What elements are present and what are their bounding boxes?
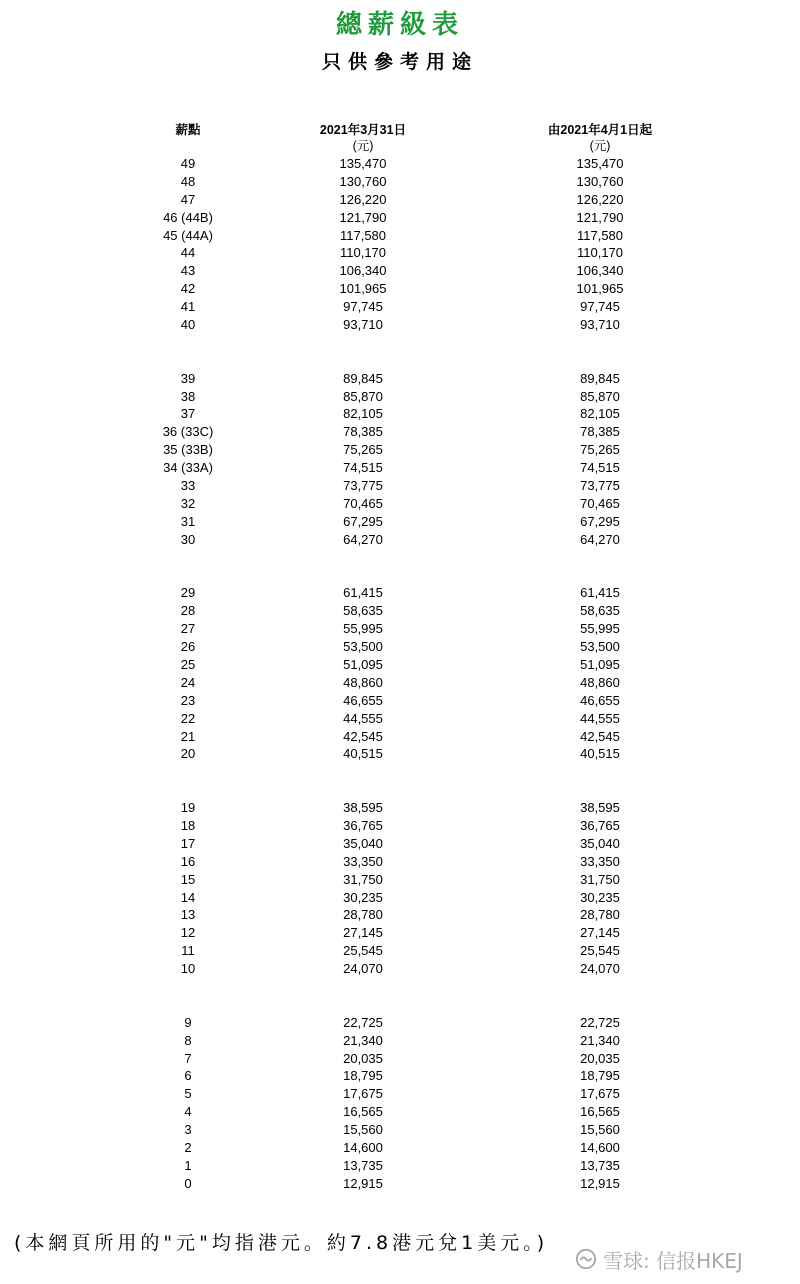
new-salary-cell: 16,565 <box>580 1104 620 1120</box>
old-salary-cell: 36,765 <box>343 818 383 833</box>
old-salary-cell: 14,600 <box>343 1140 383 1156</box>
table-row <box>0 1139 800 1157</box>
table-row <box>0 495 800 513</box>
old-salary-cell: 35,040 <box>343 835 383 851</box>
salary-point-cell: 36 (33C) <box>162 424 214 440</box>
old-salary-cell: 44,555 <box>343 710 383 726</box>
header-old-salary <box>300 122 426 154</box>
new-salary-cell: 25,545 <box>580 943 620 959</box>
new-salary-cell: 46,655 <box>580 692 620 708</box>
new-salary-cell: 21,340 <box>580 1032 620 1048</box>
old-salary-cell: 15,560 <box>343 1122 383 1138</box>
new-salary-cell: 51,095 <box>580 656 620 672</box>
table-row <box>0 906 800 924</box>
new-salary-cell: 44,555 <box>580 710 620 726</box>
new-salary-cell: 101,965 <box>576 281 624 297</box>
old-salary-cell: 18,795 <box>343 1068 383 1084</box>
old-salary-cell: 89,845 <box>343 370 383 386</box>
new-salary-cell: 20,035 <box>580 1050 620 1066</box>
old-salary-cell: 48,860 <box>343 674 383 690</box>
table-row <box>0 441 800 459</box>
old-salary-cell: 121,790 <box>339 209 387 225</box>
salary-point-cell: 11 <box>181 943 195 959</box>
salary-point-cell: 21 <box>180 728 196 744</box>
old-salary-cell: 75,265 <box>343 442 383 458</box>
table-row <box>0 459 800 477</box>
salary-point-cell: 26 <box>180 639 196 655</box>
new-salary-cell: 93,710 <box>580 317 620 333</box>
table-row <box>0 674 800 692</box>
new-salary-cell: 126,220 <box>576 191 624 207</box>
new-salary-cell: 15,560 <box>580 1122 620 1138</box>
table-row <box>0 477 800 495</box>
old-salary-cell: 27,145 <box>343 925 383 941</box>
new-salary-cell: 36,765 <box>580 818 620 833</box>
old-salary-cell: 24,070 <box>343 961 383 977</box>
new-salary-cell: 75,265 <box>580 442 620 458</box>
watermark <box>575 1243 743 1275</box>
table-row <box>0 728 800 746</box>
table-row <box>0 227 800 245</box>
new-salary-cell: 55,995 <box>580 621 620 637</box>
new-salary-cell: 58,635 <box>580 603 620 619</box>
table-row <box>0 871 800 889</box>
new-salary-cell: 53,500 <box>580 639 620 655</box>
salary-point-cell: 22 <box>180 710 196 726</box>
old-salary-cell: 73,775 <box>343 478 383 494</box>
salary-point-cell: 42 <box>180 281 196 297</box>
new-salary-cell: 35,040 <box>580 835 620 851</box>
page-subtitle: 只供參考用途 <box>321 51 478 73</box>
header-new-salary <box>520 122 680 154</box>
old-salary-cell: 97,745 <box>343 299 383 315</box>
salary-point-cell: 30 <box>180 531 196 547</box>
table-row <box>0 942 800 960</box>
new-salary-cell: 33,350 <box>580 853 620 869</box>
old-salary-cell: 17,675 <box>343 1086 383 1102</box>
salary-point-cell: 33 <box>180 478 196 494</box>
salary-point-cell: 31 <box>180 513 196 529</box>
old-salary-cell: 42,545 <box>343 728 383 744</box>
old-salary-cell: 85,870 <box>343 388 383 404</box>
new-salary-cell: 130,760 <box>576 173 624 189</box>
page-title: 總薪級表 <box>335 10 464 40</box>
salary-point-cell: 47 <box>180 191 196 207</box>
old-salary-cell: 101,965 <box>339 281 387 297</box>
watermark-text: 雪球: 信报HKEJ <box>603 1248 743 1273</box>
table-row <box>0 1157 800 1175</box>
table-row <box>0 602 800 620</box>
old-salary-cell: 106,340 <box>339 263 387 279</box>
salary-point-cell: 7 <box>184 1050 192 1066</box>
table-row <box>0 620 800 638</box>
new-salary-cell: 85,870 <box>580 388 620 404</box>
new-salary-cell: 74,515 <box>580 460 620 476</box>
table-row <box>0 960 800 978</box>
table-row <box>0 853 800 871</box>
old-salary-cell: 70,465 <box>343 495 383 511</box>
salary-point-cell: 13 <box>180 907 196 923</box>
old-salary-cell: 28,780 <box>343 907 383 923</box>
salary-point-cell: 15 <box>180 871 196 887</box>
salary-point-cell: 0 <box>184 1175 192 1191</box>
old-salary-cell: 110,170 <box>339 245 387 261</box>
table-row <box>0 280 800 298</box>
table-row <box>0 513 800 531</box>
salary-point-cell: 2 <box>184 1140 192 1156</box>
table-row <box>0 924 800 942</box>
new-salary-cell: 64,270 <box>580 531 620 547</box>
new-salary-cell: 106,340 <box>576 263 624 279</box>
table-row <box>0 1067 800 1085</box>
old-salary-cell: 74,515 <box>343 460 383 476</box>
salary-point-cell: 39 <box>180 370 196 386</box>
old-salary-cell: 58,635 <box>343 603 383 619</box>
table-row <box>0 388 800 406</box>
header-new-date: 由2021年4月1日起 <box>547 123 653 137</box>
table-row <box>0 1175 800 1193</box>
table-row <box>0 1085 800 1103</box>
new-salary-cell: 110,170 <box>576 245 624 261</box>
table-row <box>0 244 800 262</box>
old-salary-cell: 126,220 <box>339 191 387 207</box>
new-salary-cell: 89,845 <box>580 370 620 386</box>
table-row <box>0 1032 800 1050</box>
table-row <box>0 745 800 763</box>
new-salary-cell: 61,415 <box>580 585 620 601</box>
table-row <box>0 370 800 388</box>
salary-point-cell: 32 <box>180 495 196 511</box>
group-spacer <box>0 763 800 799</box>
table-row <box>0 835 800 853</box>
old-salary-cell: 30,235 <box>343 889 383 905</box>
old-salary-cell: 93,710 <box>343 317 383 333</box>
new-salary-cell: 17,675 <box>580 1086 620 1102</box>
old-salary-cell: 53,500 <box>343 639 383 655</box>
old-salary-cell: 25,545 <box>343 943 383 959</box>
salary-point-cell: 43 <box>180 263 196 279</box>
salary-point-cell: 40 <box>180 317 196 333</box>
old-salary-cell: 51,095 <box>343 656 383 672</box>
salary-point-cell: 38 <box>180 388 196 404</box>
table-row <box>0 191 800 209</box>
new-salary-cell: 24,070 <box>580 961 620 977</box>
salary-point-cell: 8 <box>184 1032 192 1048</box>
salary-point-cell: 12 <box>180 925 196 941</box>
old-salary-cell: 40,515 <box>343 746 383 762</box>
salary-point-cell: 24 <box>180 674 196 690</box>
header-new-unit: (元) <box>589 139 611 153</box>
old-salary-cell: 38,595 <box>343 800 383 816</box>
new-salary-cell: 28,780 <box>580 907 620 923</box>
new-salary-cell: 70,465 <box>580 495 620 511</box>
salary-point-cell: 44 <box>180 245 196 261</box>
table-row <box>0 1103 800 1121</box>
old-salary-cell: 82,105 <box>343 406 383 422</box>
table-row <box>0 423 800 441</box>
salary-point-cell: 37 <box>180 406 196 422</box>
new-salary-cell: 67,295 <box>580 513 620 529</box>
new-salary-cell: 12,915 <box>580 1175 620 1191</box>
salary-table <box>0 155 800 1193</box>
table-row <box>0 1121 800 1139</box>
new-salary-cell: 97,745 <box>580 299 620 315</box>
table-row <box>0 817 800 835</box>
header-salary-point-label: 薪點 <box>175 123 201 137</box>
salary-point-cell: 49 <box>180 156 196 171</box>
old-salary-cell: 78,385 <box>343 424 383 440</box>
old-salary-cell: 46,655 <box>343 692 383 708</box>
table-row <box>0 316 800 334</box>
salary-point-cell: 23 <box>180 692 196 708</box>
old-salary-cell: 130,760 <box>339 173 387 189</box>
new-salary-cell: 73,775 <box>580 478 620 494</box>
header-salary-point <box>140 122 236 138</box>
salary-point-cell: 14 <box>180 889 196 905</box>
new-salary-cell: 18,795 <box>580 1068 620 1084</box>
table-row <box>0 692 800 710</box>
salary-point-cell: 19 <box>180 800 196 816</box>
table-row <box>0 209 800 227</box>
salary-point-cell: 27 <box>180 621 196 637</box>
salary-point-cell: 3 <box>184 1122 192 1138</box>
salary-point-cell: 48 <box>180 173 196 189</box>
table-row <box>0 584 800 602</box>
new-salary-cell: 30,235 <box>580 889 620 905</box>
new-salary-cell: 22,725 <box>580 1014 620 1030</box>
old-salary-cell: 33,350 <box>343 853 383 869</box>
salary-point-cell: 1 <box>184 1157 192 1173</box>
table-row <box>0 531 800 549</box>
table-row <box>0 889 800 907</box>
old-salary-cell: 22,725 <box>343 1014 383 1030</box>
currency-footnote: (本網頁所用的"元"均指港元。約7.8港元兌1美元。) <box>14 1232 549 1254</box>
table-row <box>0 155 800 173</box>
salary-point-cell: 4 <box>184 1104 192 1120</box>
table-row <box>0 638 800 656</box>
group-spacer <box>0 334 800 370</box>
salary-point-cell: 41 <box>180 299 196 315</box>
group-spacer <box>0 549 800 585</box>
new-salary-cell: 13,735 <box>580 1157 620 1173</box>
new-salary-cell: 14,600 <box>580 1140 620 1156</box>
salary-point-cell: 28 <box>180 603 196 619</box>
header-old-date: 2021年3月31日 <box>319 123 407 137</box>
salary-point-cell: 10 <box>180 961 196 977</box>
salary-point-cell: 17 <box>180 835 196 851</box>
table-row <box>0 405 800 423</box>
old-salary-cell: 21,340 <box>343 1032 383 1048</box>
table-row <box>0 656 800 674</box>
salary-point-cell: 6 <box>184 1068 192 1084</box>
new-salary-cell: 48,860 <box>580 674 620 690</box>
new-salary-cell: 117,580 <box>576 227 624 243</box>
old-salary-cell: 20,035 <box>343 1050 383 1066</box>
old-salary-cell: 12,915 <box>343 1175 383 1191</box>
old-salary-cell: 64,270 <box>343 531 383 547</box>
new-salary-cell: 82,105 <box>580 406 620 422</box>
new-salary-cell: 27,145 <box>580 925 620 941</box>
new-salary-cell: 38,595 <box>580 800 620 816</box>
table-row <box>0 298 800 316</box>
salary-point-cell: 34 (33A) <box>163 460 213 476</box>
salary-point-cell: 20 <box>180 746 196 762</box>
new-salary-cell: 31,750 <box>580 871 620 887</box>
new-salary-cell: 40,515 <box>580 746 620 762</box>
new-salary-cell: 42,545 <box>580 728 620 744</box>
table-row <box>0 262 800 280</box>
new-salary-cell: 78,385 <box>580 424 620 440</box>
salary-point-cell: 29 <box>180 585 196 601</box>
old-salary-cell: 61,415 <box>343 585 383 601</box>
old-salary-cell: 13,735 <box>343 1157 383 1173</box>
table-row <box>0 1014 800 1032</box>
old-salary-cell: 16,565 <box>343 1104 383 1120</box>
new-salary-cell: 121,790 <box>576 209 624 225</box>
old-salary-cell: 55,995 <box>343 621 383 637</box>
salary-point-cell: 18 <box>180 818 196 833</box>
table-row <box>0 1050 800 1068</box>
table-row <box>0 173 800 191</box>
salary-point-cell: 9 <box>184 1014 192 1030</box>
group-spacer <box>0 978 800 1014</box>
salary-point-cell: 25 <box>180 656 196 672</box>
table-row <box>0 710 800 728</box>
salary-point-cell: 35 (33B) <box>163 442 213 458</box>
snowball-icon <box>575 1248 597 1270</box>
old-salary-cell: 117,580 <box>339 227 387 243</box>
table-row <box>0 799 800 817</box>
salary-point-cell: 45 (44A) <box>163 227 213 243</box>
salary-point-cell: 16 <box>180 853 196 869</box>
new-salary-cell: 135,470 <box>576 156 624 171</box>
old-salary-cell: 31,750 <box>343 871 383 887</box>
salary-point-cell: 46 (44B) <box>163 209 213 225</box>
header-old-unit: (元) <box>352 139 374 153</box>
old-salary-cell: 135,470 <box>339 156 387 171</box>
salary-point-cell: 5 <box>184 1086 192 1102</box>
old-salary-cell: 67,295 <box>343 513 383 529</box>
